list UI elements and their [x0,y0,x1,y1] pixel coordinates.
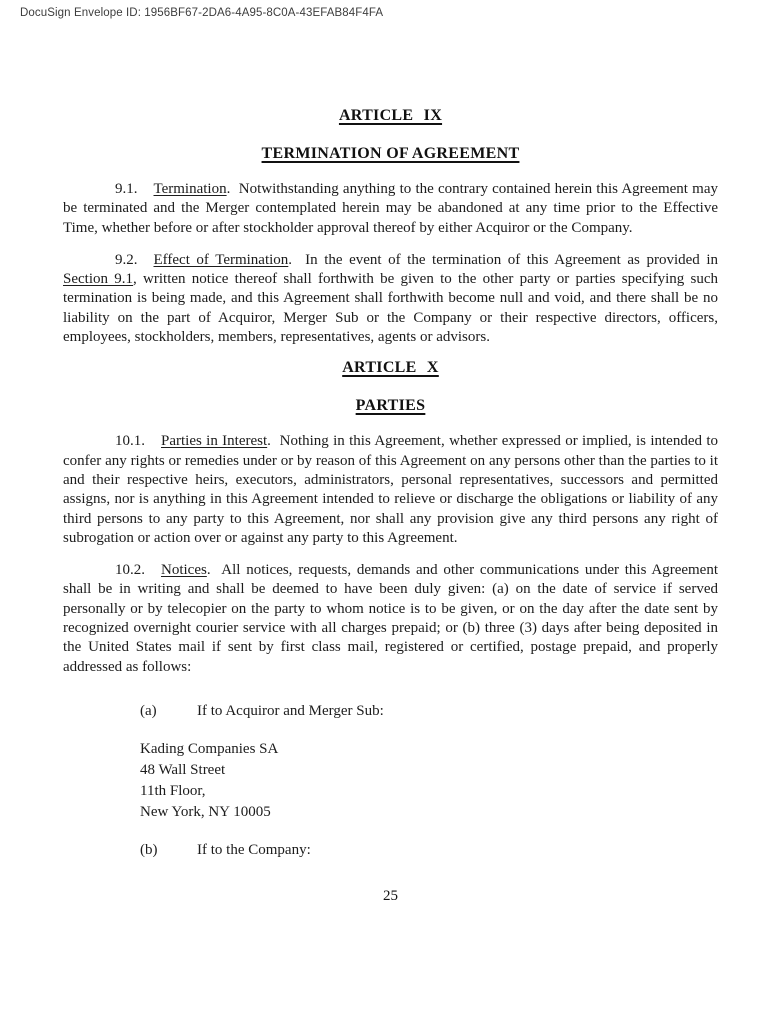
section-9-1-body: . Notwithstanding anything to the contrary contained herein this Agreement may be terminated and the Merger contemplated herein may be abandoned at any time prior to the Effective Time, whether before or after stockholder approval thereof by either Acquiror or the Company. [63,181,718,236]
article-x-subheading-text: PARTIES [355,397,426,415]
notice-a-text: If to Acquiror and Merger Sub: [197,702,384,719]
address-line-city: New York, NY 10005 [140,803,271,820]
notice-b-text: If to the Company: [197,841,311,858]
address-block [63,739,718,823]
address-line-floor: 11th Floor, [140,782,206,799]
section-9-1 [63,180,718,238]
notice-item-b [63,840,718,861]
article-x-heading [63,359,718,377]
section-10-2-title: Notices [161,562,207,579]
article-ix-heading [63,107,718,125]
docusign-envelope-id: DocuSign Envelope ID: 1956BF67-2DA6-4A95-8C0A-43EFAB84F4FA [20,7,384,19]
section-9-2-body-post: , written notice thereof shall forthwith be given to the other party or parties specifying such termination is being made, and this Agreement shall forthwith become null and void, and there shall be no liability on the part of Acquiror, Merger Sub or the Company or their respective directors, officers, employees, stockholders, members, representatives, agents or advisors. [63,271,719,346]
section-10-1-title: Parties in Interest [161,433,268,450]
section-10-1 [63,432,718,548]
section-10-2-number: 10.2. [115,562,145,579]
section-10-2-body: . All notices, requests, demands and other communications under this Agreement shall be in writing and shall be deemed to have been duly given: (a) on the date of service if served personally or by telecopier on the party to whom notice is to be given, or on the day after the date sent by recognized overnight courier service with all charges prepaid; or (b) three (3) days after being deposited in the United States mail if sent by first class mail, registered or certified, postage prepaid, and properly addressed as follows: [63,562,718,675]
notice-a-label: (a) [140,702,157,719]
section-9-1-title: Termination [153,181,227,197]
section-9-1-number: 9.1. [115,181,138,197]
article-x-subheading [63,397,718,415]
article-ix-heading-text: ARTICLE IX [338,107,443,124]
article-ix-subheading-text: TERMINATION OF AGREEMENT [261,145,520,162]
address-line-street: 48 Wall Street [140,761,226,778]
document-body [0,107,781,905]
section-9-2 [63,251,718,347]
article-x-heading-text: ARTICLE X [342,359,439,377]
section-10-2 [63,561,718,677]
article-ix-subheading [63,145,718,163]
section-9-2-body-pre: . In the event of the termination of this Agreement as provided in [288,251,718,268]
section-9-2-number: 9.2. [115,251,138,268]
section-10-1-number: 10.1. [115,433,145,450]
section-9-1-reference: Section 9.1 [63,271,134,288]
notice-item-a [63,701,718,722]
page-number: 25 [383,887,398,904]
notice-b-label: (b) [140,841,158,858]
section-9-2-title: Effect of Termination [153,251,289,268]
address-line-company: Kading Companies SA [140,740,279,757]
section-10-1-body: . Nothing in this Agreement, whether expressed or implied, is intended to confer any rights or remedies under or by reason of this Agreement on any persons other than the parties to it and their respective heirs, executors, administrators, personal representatives, successors and permitted assigns, nor is anything in this Agreement intended to relieve or discharge the obligations or liability of any third persons to any party to this Agreement, nor shall any provision give any third persons any right of subrogation or action over or against any party to this Agreement. [63,433,718,546]
